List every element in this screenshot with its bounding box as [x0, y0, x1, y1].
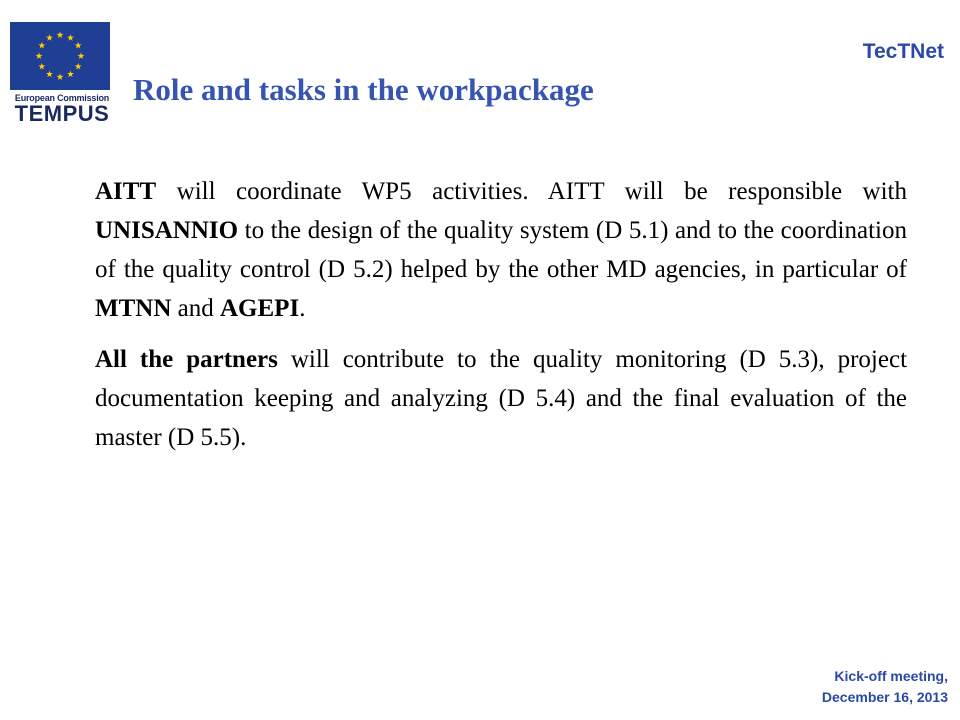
term-mtnn: MTNN [95, 295, 172, 322]
project-name: TecTNet [862, 40, 944, 63]
paragraph-coordination [95, 172, 907, 328]
paragraph2-text: will contribute to the quality monitoring (D 5.3), project documentation keeping and analyzing (D 5.4) and the final evaluation of the master (D 5.5). [95, 346, 908, 451]
page-title: Role and tasks in the workpackage [133, 72, 594, 107]
eu-tempus-logo [8, 20, 116, 124]
paragraph1-text-a: will coordinate WP5 activities. AITT will be responsible with [156, 178, 907, 205]
term-aitt: AITT [95, 178, 157, 205]
paragraph-partners [95, 340, 907, 457]
logo-organization: European Commission [14, 93, 110, 103]
term-all-partners: All the partners [95, 346, 278, 373]
term-agepi: AGEPI [220, 295, 300, 322]
logo-program: TEMPUS [14, 101, 110, 126]
paragraph1-text-c: and [171, 295, 220, 322]
paragraph1-text-d: . [299, 295, 306, 322]
footer-meeting-info [822, 666, 948, 708]
footer-line-1: Kick-off meeting, [834, 668, 948, 684]
term-unisannio: UNISANNIO [95, 217, 239, 244]
paragraph1-text-b: to the design of the quality system (D 5.1) and to the coordination of the quality control (D 5.2) helped by the other MD agencies, in particular of [95, 217, 907, 283]
eu-flag-icon [10, 22, 110, 90]
slide-body [95, 172, 907, 469]
footer-line-2: December 16, 2013 [821, 689, 948, 705]
